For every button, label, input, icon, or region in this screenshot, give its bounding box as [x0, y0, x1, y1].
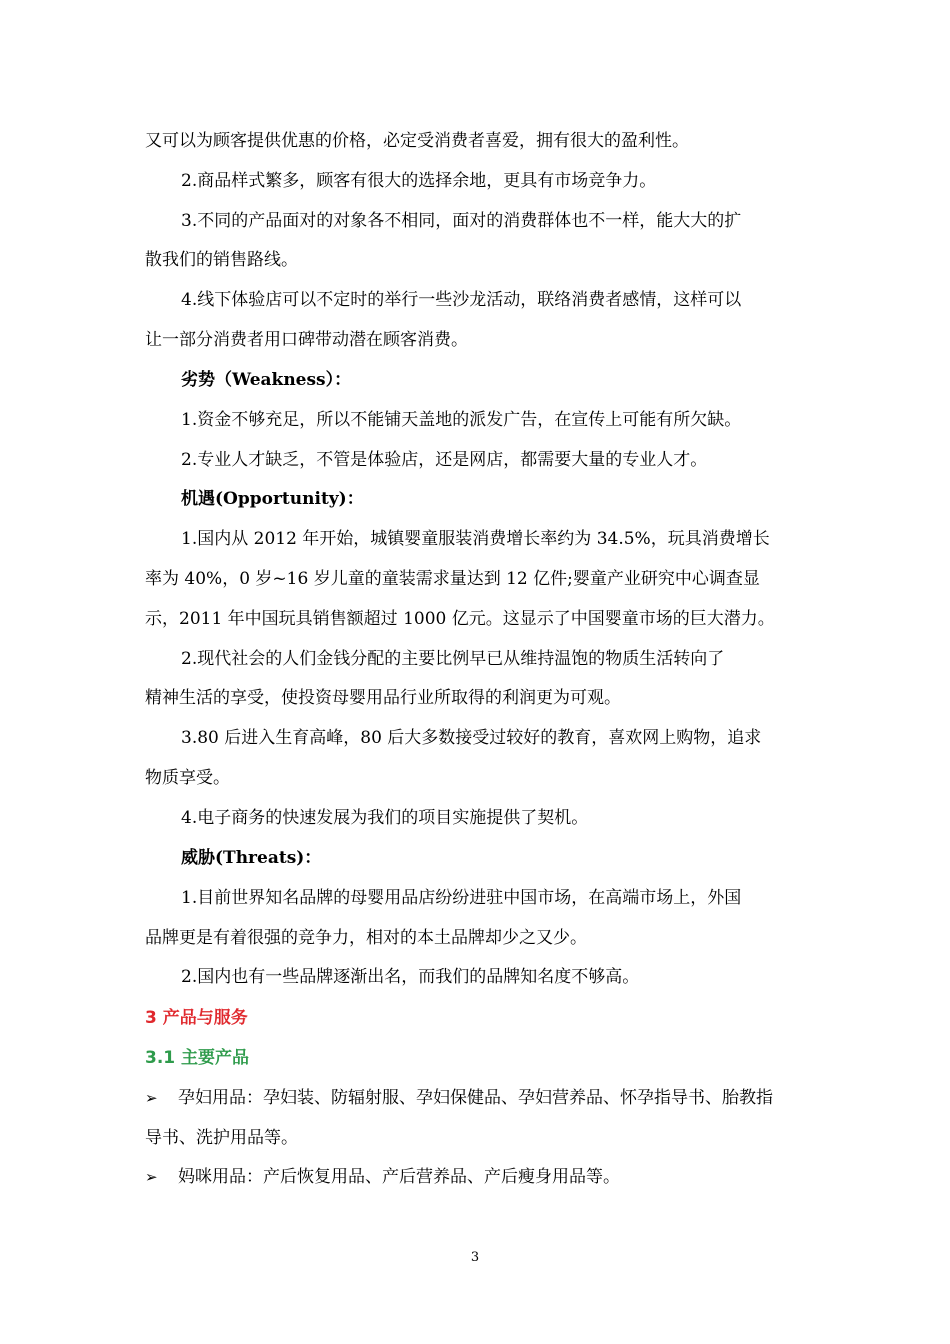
opportunity-item-3-line-2: 物质享受。	[145, 768, 230, 788]
opportunity-item-2-line-2: 精神生活的享受，使投资母婴用品行业所取得的利润更为可观。	[145, 688, 621, 708]
arrow-bullet-icon: ➢	[145, 1089, 158, 1107]
section-3-heading: 3 产品与服务	[145, 1008, 248, 1028]
threats-item-2: 2.国内也有一些品牌逐渐出名，而我们的品牌知名度不够高。	[181, 967, 640, 987]
strength-item-4-line-1: 4.线下体验店可以不定时的举行一些沙龙活动，联络消费者感情，这样可以	[181, 290, 742, 310]
opportunity-item-1-line-1: 1.国内从 2012 年开始，城镇婴童服装消费增长率约为 34.5%，玩具消费增长	[181, 529, 770, 549]
opportunity-item-2-line-1: 2.现代社会的人们金钱分配的主要比例早已从维持温饱的物质生活转向了	[181, 649, 725, 669]
threats-item-1-line-2: 品牌更是有着很强的竞争力，相对的本土品牌却少之又少。	[145, 928, 587, 948]
weakness-item-2: 2.专业人才缺乏，不管是体验店，还是网店，都需要大量的专业人才。	[181, 450, 708, 470]
strength-item-4-line-2: 让一部分消费者用口碑带动潜在顾客消费。	[145, 330, 468, 350]
bullet-2-text: 妈咪用品：产后恢复用品、产后营养品、产后瘦身用品等。	[178, 1167, 620, 1187]
arrow-bullet-icon: ➢	[145, 1168, 158, 1186]
strengths-continuation: 又可以为顾客提供优惠的价格，必定受消费者喜爱，拥有很大的盈利性。	[145, 131, 689, 151]
opportunity-item-1-line-2: 率为 40%，0 岁~16 岁儿童的童装需求量达到 12 亿件;婴童产业研究中心调查显	[145, 569, 760, 589]
strength-item-2: 2.商品样式繁多，顾客有很大的选择余地，更具有市场竞争力。	[181, 171, 657, 191]
opportunity-heading: 机遇(Opportunity)：	[181, 489, 364, 509]
strength-item-3-line-1: 3.不同的产品面对的对象各不相同，面对的消费群体也不一样，能大大的扩	[181, 211, 742, 231]
strength-item-3-line-2: 散我们的销售路线。	[145, 250, 298, 270]
opportunity-item-1-line-3: 示，2011 年中国玩具销售额超过 1000 亿元。这显示了中国婴童市场的巨大潜力。	[145, 609, 775, 629]
threats-item-1-line-1: 1.目前世界知名品牌的母婴用品店纷纷进驻中国市场，在高端市场上，外国	[181, 888, 742, 908]
weakness-heading: 劣势（Weakness）：	[181, 370, 352, 390]
section-3-1-heading: 3.1 主要产品	[145, 1048, 250, 1068]
opportunity-item-3-line-1: 3.80 后进入生育高峰，80 后大多数接受过较好的教育，喜欢网上购物，追求	[181, 728, 762, 748]
opportunity-item-4: 4.电子商务的快速发展为我们的项目实施提供了契机。	[181, 808, 589, 828]
threats-heading: 威胁(Threats)：	[181, 848, 322, 868]
bullet-1-text: 孕妇用品：孕妇装、防辐射服、孕妇保健品、孕妇营养品、怀孕指导书、胎教指	[178, 1088, 773, 1108]
bullet-1-text-continued: 导书、洗护用品等。	[145, 1128, 298, 1148]
bullet-maternity-products	[145, 1086, 773, 1110]
page-number: 3	[470, 1250, 480, 1265]
weakness-item-1: 1.资金不够充足，所以不能铺天盖地的派发广告，在宣传上可能有所欠缺。	[181, 410, 742, 430]
bullet-mommy-products	[145, 1165, 620, 1189]
